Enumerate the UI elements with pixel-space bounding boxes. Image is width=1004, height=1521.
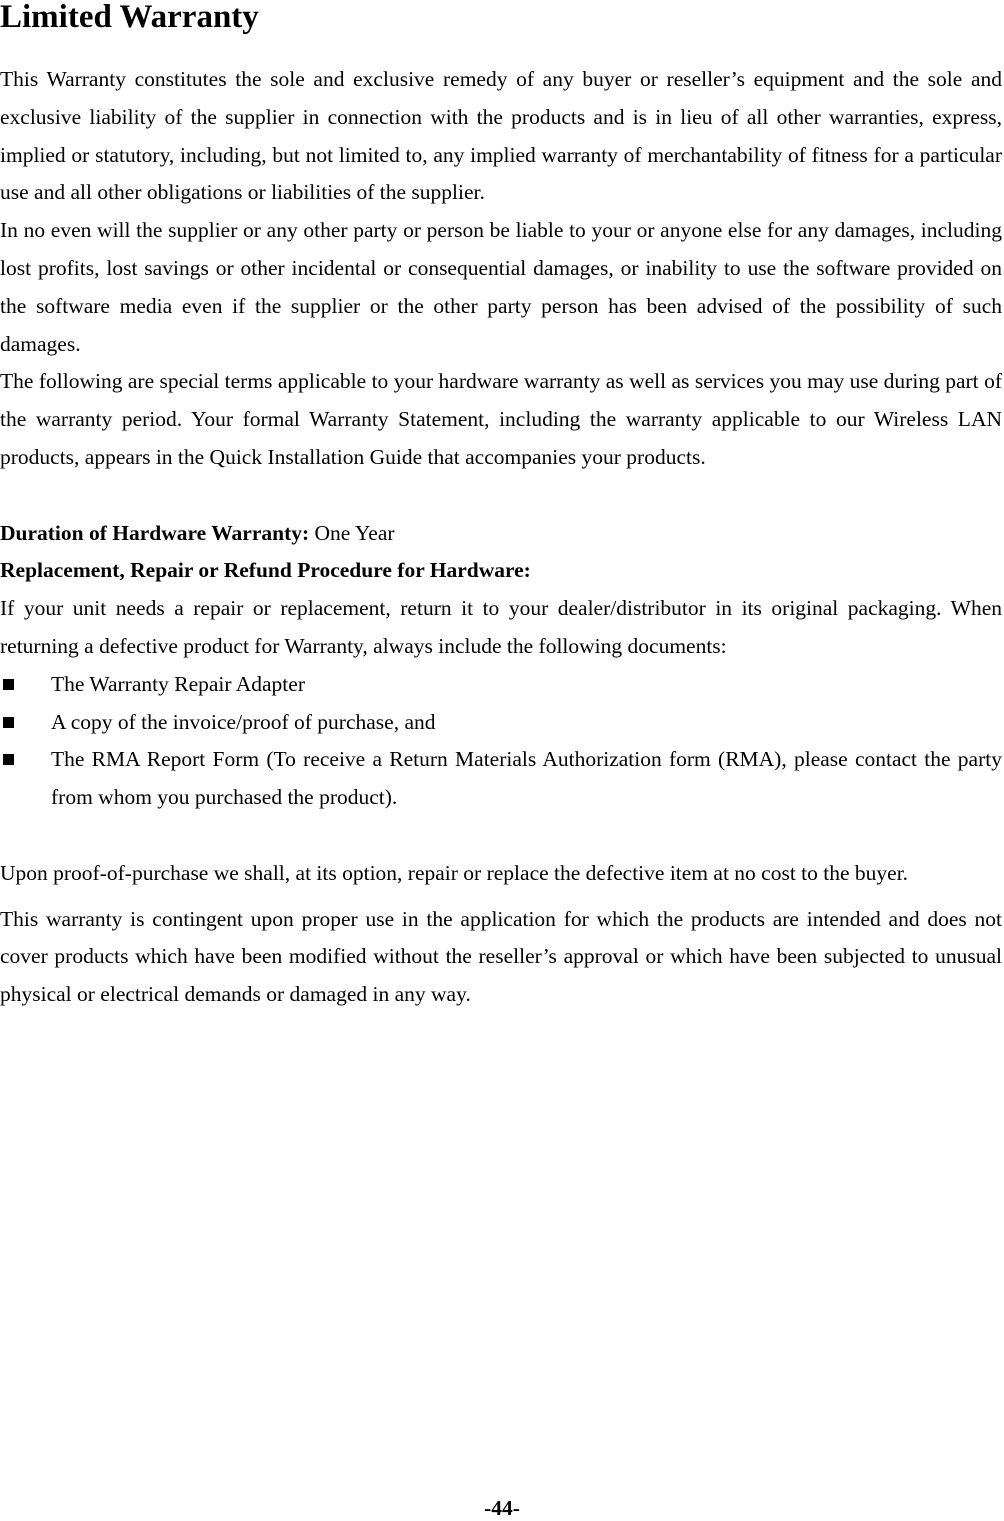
procedure-intro: If your unit needs a repair or replacement, return it to your dealer/distributor in its original packaging. When returning a defective product for Warranty, always include the following documents:: [0, 596, 1002, 658]
document-body: [0, 61, 1002, 1014]
list-item: [0, 666, 1002, 704]
duration-line: [0, 515, 1002, 553]
page-number: -44-: [484, 1496, 520, 1520]
page-title: Limited Warranty: [0, 0, 259, 35]
duration-label: Duration of Hardware Warranty:: [0, 520, 310, 545]
square-bullet-icon: [3, 679, 14, 690]
warranty-paragraph: This Warranty constitutes the sole and exclusive remedy of any buyer or reseller’s equipment and the sole and exclusive liability of the supplier in connection with the products and is in lieu of all other warranties, express, implied or statutory, including, but not limited to, any implied warranty of merchantability of fitness for a particular use and all other obligations or liabilities of the supplier.: [0, 67, 1002, 205]
duration-value: One Year: [309, 520, 395, 545]
special-terms-paragraph: The following are special terms applicable to your hardware warranty as well as services you may use during part of the warranty period. Your formal Warranty Statement, including the warranty applicable to our Wireless LAN products, appears in the Quick Installation Guide that accompanies your products.: [0, 369, 1002, 469]
list-item: [0, 741, 1002, 817]
square-bullet-icon: [3, 754, 14, 765]
required-documents-list: [0, 666, 1002, 817]
spacer: [0, 817, 1002, 855]
spacer: [0, 893, 1002, 901]
square-bullet-icon: [3, 717, 14, 728]
procedure-heading: Replacement, Repair or Refund Procedure for Hardware:: [0, 558, 531, 583]
list-item-text: A copy of the invoice/proof of purchase, and: [51, 709, 436, 734]
list-item-text: The Warranty Repair Adapter: [51, 671, 305, 696]
liability-paragraph: In no even will the supplier or any other party or person be liable to your or anyone else for any damages, including lost profits, lost savings or other incidental or consequential damages, or inability to use the software provided on the software media even if the supplier or the other party person has been advised of the possibility of such damages.: [0, 218, 1002, 356]
warranty-conditions-paragraph: This warranty is contingent upon proper use in the application for which the products are intended and does not cover products which have been modified without the reseller’s approval or which have been subjected to unusual physical or electrical demands or damaged in any way.: [0, 906, 1002, 1007]
spacer: [0, 477, 1002, 515]
list-item-text: The RMA Report Form (To receive a Return Materials Authorization form (RMA), please contact the party from whom you purchased the product).: [51, 747, 1002, 810]
proof-of-purchase-paragraph: Upon proof-of-purchase we shall, at its option, repair or replace the defective item at no cost to the buyer.: [0, 860, 909, 885]
list-item: [0, 704, 1002, 742]
